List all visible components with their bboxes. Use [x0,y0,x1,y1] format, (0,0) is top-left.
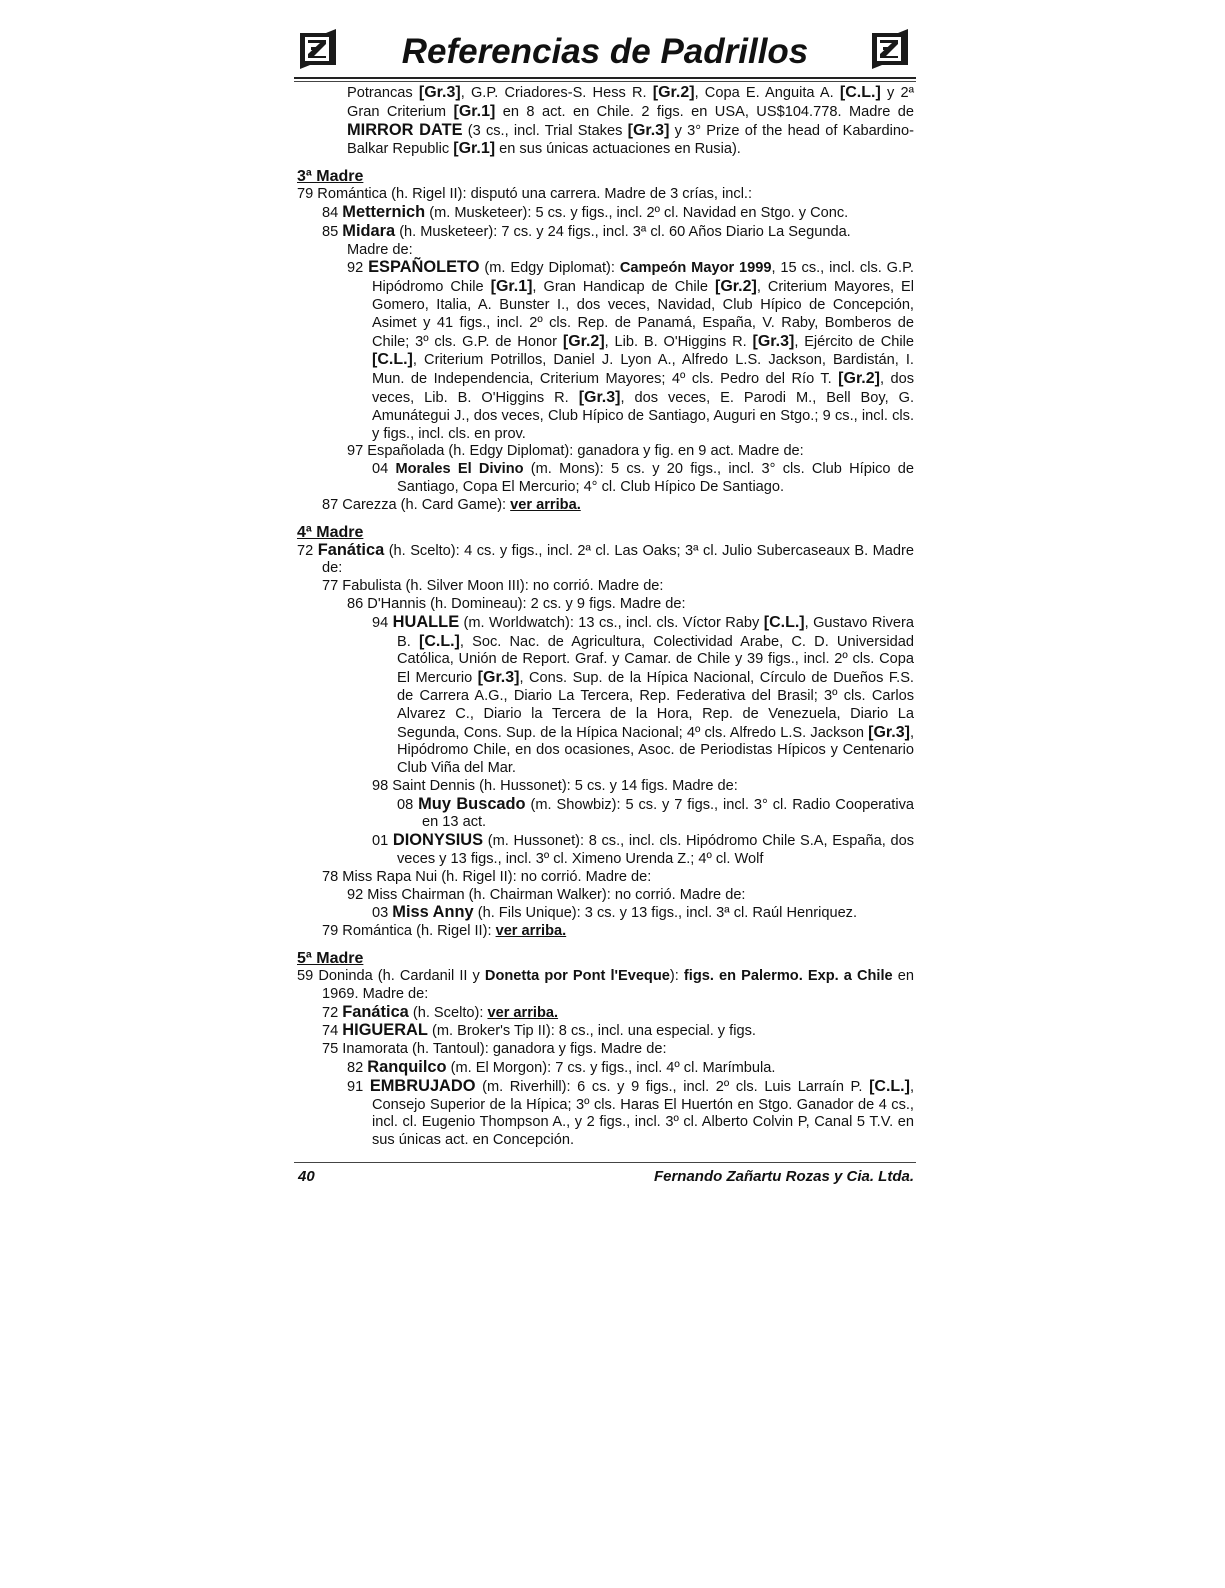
entry-fabulista: 77 Fabulista (h. Silver Moon III): no corrió. Madre de: [322,578,664,595]
entry-inamorata: 75 Inamorata (h. Tantoul): ganadora y figs. Madre de: [322,1041,667,1058]
entry-espanoleto: 92 ESPAÑOLETO (m. Edgy Diplomat): Campeón Mayor 1999, 15 cs., incl. cls. G.P. Hipódromo Chile [Gr.1], Gran Handicap de Chile [Gr.2], Criterium Mayores, El Gomero, Italia, A. Bunster I., dos veces, Navidad, Club Hípico de Concepción, Asimet y 41 figs., incl. 2º cls. Rep. de Panamá, España, V. Raby, Bomberos de Chile; 3º cls. G.P. de Honor [Gr.2], Lib. B. O'Higgins R. [Gr.3], Ejército de Chile [C.L.], Criterium Potrillos, Daniel J. Lyon A., Alfredo L.S. Jackson, Bardistán, I. Mun. de Independencia, Criterium Mayores; 4º cls. Pedro del Río T. [Gr.2], dos veces, Lib. B. O'Higgins R. [Gr.3], dos veces, E. Parodi M., Bell Boy, G. Amunátegui J., dos veces, Club Hípico de Santiago, Auguri en Stgo.; 9 cs., incl. cls. y figs., incl. cls. en prov. [347,258,915,442]
entry-romantica-ref: 79 Romántica (h. Rigel II): ver arriba. [322,923,567,940]
page-number: 40 [298,1168,315,1185]
entry-midara: 85 Midara (h. Musketeer): 7 cs. y 24 figs., incl. 3ª cl. 60 Años Diario La Segunda. [322,221,851,240]
entry-miss-chairman: 92 Miss Chairman (h. Chairman Walker): no corrió. Madre de: [347,886,746,903]
entry-fanatica: 72 Fanática (h. Scelto): 4 cs. y figs., incl. 2ª cl. Las Oaks; 3ª cl. Julio Subercaseaux B. Madre de: [297,540,914,577]
entry-carezza: 87 Carezza (h. Card Game): ver arriba. [322,496,581,513]
entry-dhannis: 86 D'Hannis (h. Domineau): 2 cs. y 9 figs. Madre de: [347,595,686,612]
entry-morales-el-divino: 04 Morales El Divino (m. Mons): 5 cs. y 20 figs., incl. 3° cls. Club Hípico de Santiago, Copa El Mercurio; 4° cl. Club Hípico De Santiago. [372,461,914,495]
entry-metternich: 84 Metternich (m. Musketeer): 5 cs. y figs., incl. 2º cl. Navidad en Stgo. y Conc. [322,202,849,221]
entry-doninda: 59 Doninda (h. Cardanil II y Donetta por Pont l'Eveque): figs. en Palermo. Exp. a Chile en 1969. Madre de: [297,968,914,1002]
fz-monogram-logo-icon [296,27,340,71]
publisher-name: Fernando Zañartu Rozas y Cia. Ltda. [653,1168,914,1185]
section-heading-3a-madre: 3ª Madre [297,168,364,186]
entry-miss-rapa-nui: 78 Miss Rapa Nui (h. Rigel II): no corrió. Madre de: [322,868,652,885]
entry-espanolada: 97 Españolada (h. Edgy Diplomat): ganadora y fig. en 9 act. Madre de: [347,443,804,460]
entry-saint-dennis: 98 Saint Dennis (h. Hussonet): 5 cs. y 14 figs. Madre de: [372,777,738,794]
entry-hualle: 94 HUALLE (m. Worldwatch): 13 cs., incl. cls. Víctor Raby [C.L.], Gustavo Rivera B. [C.L.], Soc. Nac. de Agricultura, Colectividad Arabe, C. D. Universidad Católica, Unión de Report. Graf. y Camar. de Chile y 39 figs., incl. 2º cls. Copa El Mercurio [Gr.3], Cons. Sup. de la Hípica Nacional, Círculo de Dueños F.S. de Carrera A.G., Diario La Tercera, Rep. Federativa del Brasil; 3º cls. Carlos Alvarez C., Diario la Tercera de la Hora, Rep. de Venezuela, Diario La Segunda, Cons. Sup. de la Hípica Nacional; 4º cls. Alfredo L.S. Jackson [Gr.3], Hipódromo Chile, en dos ocasiones, Asoc. de Periodistas Hípicos y Centenario Club Viña del Mar. [372,612,915,777]
entry-ranquilco: 82 Ranquilco (m. El Morgon): 7 cs. y figs., incl. 4º cl. Marímbula. [347,1058,776,1077]
entry-miss-anny: 03 Miss Anny (h. Fils Unique): 3 cs. y 13 figs., incl. 3ª cl. Raúl Henriquez. [372,903,858,922]
entry-higueral: 74 HIGUERAL (m. Broker's Tip II): 8 cs., incl. una especial. y figs. [322,1021,756,1040]
page-title: Referencias de Padrillos [401,32,809,71]
madre-de-label: Madre de: [347,241,413,258]
section-heading-5a-madre: 5ª Madre [297,950,364,968]
pedigree-content [297,84,914,1150]
fz-monogram-logo-icon [868,27,912,71]
section-heading-4a-madre: 4ª Madre [297,523,364,541]
entry-dionysius: 01 DIONYSIUS (m. Hussonet): 8 cs., incl. cls. Hipódromo Chile S.A, España, dos veces y 13 figs., incl. 3º cl. Ximeno Urenda Z.; 4º cl. Wolf [372,831,914,868]
header-rule [294,77,916,79]
entry-fanatica-ref: 72 Fanática (h. Scelto): ver arriba. [322,1002,559,1021]
entry-embrujado: 91 EMBRUJADO (m. Riverhill): 6 cs. y 9 figs., incl. 2º cls. Luis Larraín P. [C.L.], Consejo Superior de la Hípica; 3º cls. Haras El Huertón en Stgo. Ganador de 4 cs., incl. cl. Eugenio Thompson A., y 2 figs., incl. 3º cl. Alberto Colvin P, Canal 5 T.V. en sus únicas act. en Concepción. [347,1076,914,1149]
entry-muy-buscado: 08 Muy Buscado (m. Showbiz): 5 cs. y 7 figs., incl. 3° cl. Radio Cooperativa en 13 act. [397,794,914,831]
entry-romantica: 79 Romántica (h. Rigel II): disputó una carrera. Madre de 3 crías, incl.: [297,186,753,203]
intro-paragraph: Potrancas [Gr.3], G.P. Criadores-S. Hess R. [Gr.2], Copa E. Anguita A. [C.L.] y 2ª Gran Criterium [Gr.1] en 8 act. en Chile. 2 figs. en USA, US$104.778. Madre de MIRROR DATE (3 cs., incl. Trial Stakes [Gr.3] y 3° Prize of the head of Kabardino-Balkar Republic [Gr.1] en sus únicas actuaciones en Rusia). [347,84,914,158]
header-rule-thin [294,81,916,82]
footer-rule [294,1162,916,1163]
